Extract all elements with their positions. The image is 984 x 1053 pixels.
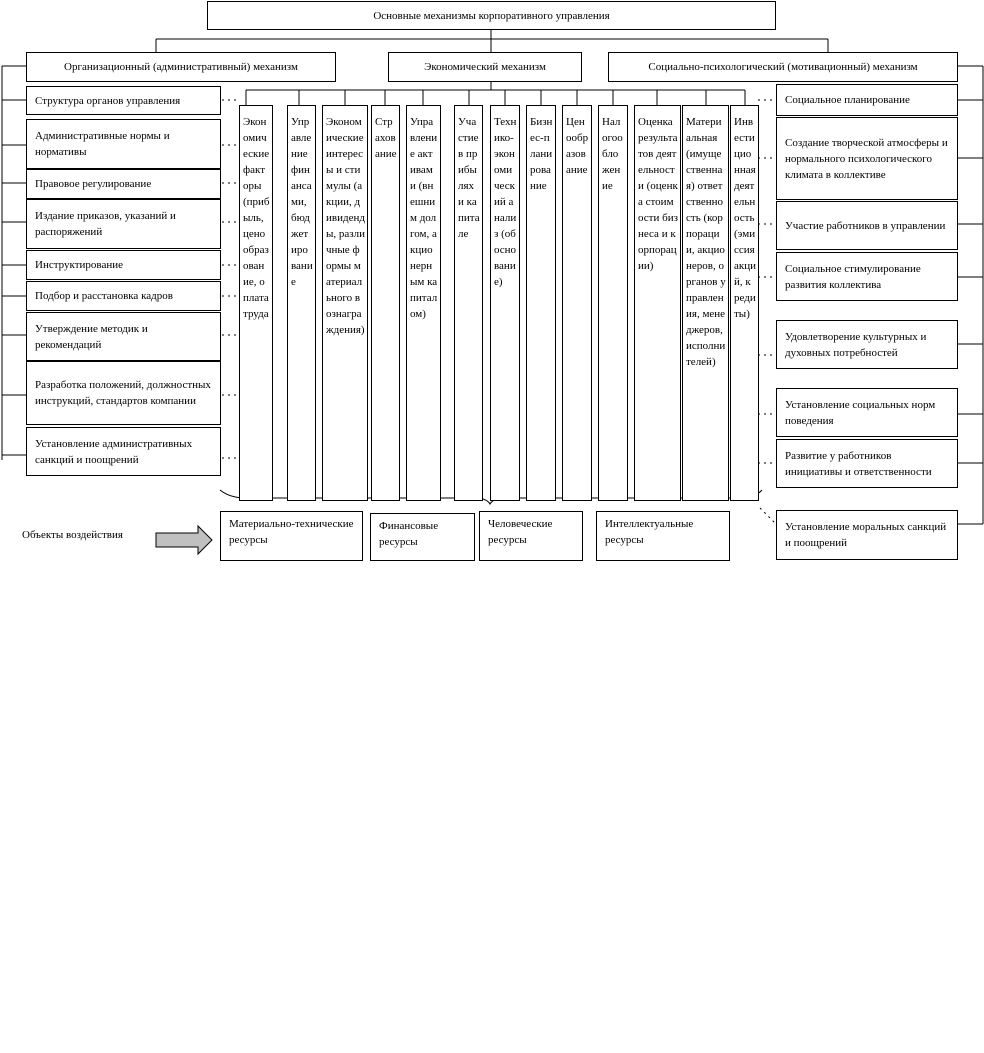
- right-item: Удовлетворение культурных и духовных потребностей: [776, 320, 958, 369]
- object-box: Материально-технические ресурсы: [220, 511, 363, 561]
- economic-item: Участие в прибылях и капитале: [454, 105, 483, 501]
- organizational-mechanism-box: Организационный (административный) механизм: [26, 52, 336, 82]
- arrow-right-icon: [156, 526, 212, 554]
- object-box: Человеческие ресурсы: [479, 511, 583, 561]
- economic-item: Бизнес-планирование: [526, 105, 556, 501]
- left-item: Структура органов управления: [26, 86, 221, 115]
- economic-item: Экономические интересы и стимулы (акции, дивиденды, различные формы материального вознаграждения): [322, 105, 368, 501]
- left-item: Административные нормы и нормативы: [26, 119, 221, 169]
- right-item: Развитие у работников инициативы и ответственности: [776, 439, 958, 488]
- economic-item: Страхование: [371, 105, 400, 501]
- left-item: Издание приказов, указаний и распоряжений: [26, 199, 221, 249]
- right-item: Участие работников в управлении: [776, 201, 958, 250]
- left-item: Подбор и расстановка кадров: [26, 281, 221, 311]
- economic-item: Оценка результатов деятельности (оценка стоимости бизнеса и корпорации): [634, 105, 681, 501]
- right-item: Установление моральных санкций и поощрений: [776, 510, 958, 560]
- object-box: Финансовые ресурсы: [370, 513, 475, 561]
- economic-item: Технико-экономический анализ (обоснование): [490, 105, 520, 501]
- right-item: Создание творческой атмосферы и нормального психологического климата в коллективе: [776, 117, 958, 200]
- page-title: Основные механизмы корпоративного управления: [207, 1, 776, 30]
- left-item: Утверждение методик и рекомендаций: [26, 312, 221, 361]
- economic-item: Экономические факторы (прибыль, ценообразование, оплата труда: [239, 105, 273, 501]
- objects-label: Объекты воздействия: [22, 529, 123, 541]
- left-item: Инструктирование: [26, 250, 221, 280]
- left-item: Установление административных санкций и поощрений: [26, 427, 221, 476]
- economic-item: Инвестиционная деятельность (эмиссия акций, кредиты): [730, 105, 759, 501]
- right-item: Социальное планирование: [776, 84, 958, 116]
- economic-item: Налогообложение: [598, 105, 628, 501]
- left-item: Правовое регулирование: [26, 169, 221, 199]
- social-mechanism-box: Социально-психологический (мотивационный) механизм: [608, 52, 958, 82]
- economic-mechanism-box: Экономический механизм: [388, 52, 582, 82]
- right-item: Установление социальных норм поведения: [776, 388, 958, 437]
- object-box: Интеллектуальные ресурсы: [596, 511, 730, 561]
- economic-item: Управление активами (внешним долгом, акционерным капиталом): [406, 105, 441, 501]
- economic-item: Управление финансами, бюджетирование: [287, 105, 316, 501]
- right-item: Социальное стимулирование развития коллектива: [776, 252, 958, 301]
- economic-item: Ценообразование: [562, 105, 592, 501]
- left-item: Разработка положений, должностных инструкций, стандартов компании: [26, 361, 221, 425]
- economic-item: Материальная (имущественная) ответственность (корпорации, акционеров, органов управления, менеджеров, исполнителей): [682, 105, 729, 501]
